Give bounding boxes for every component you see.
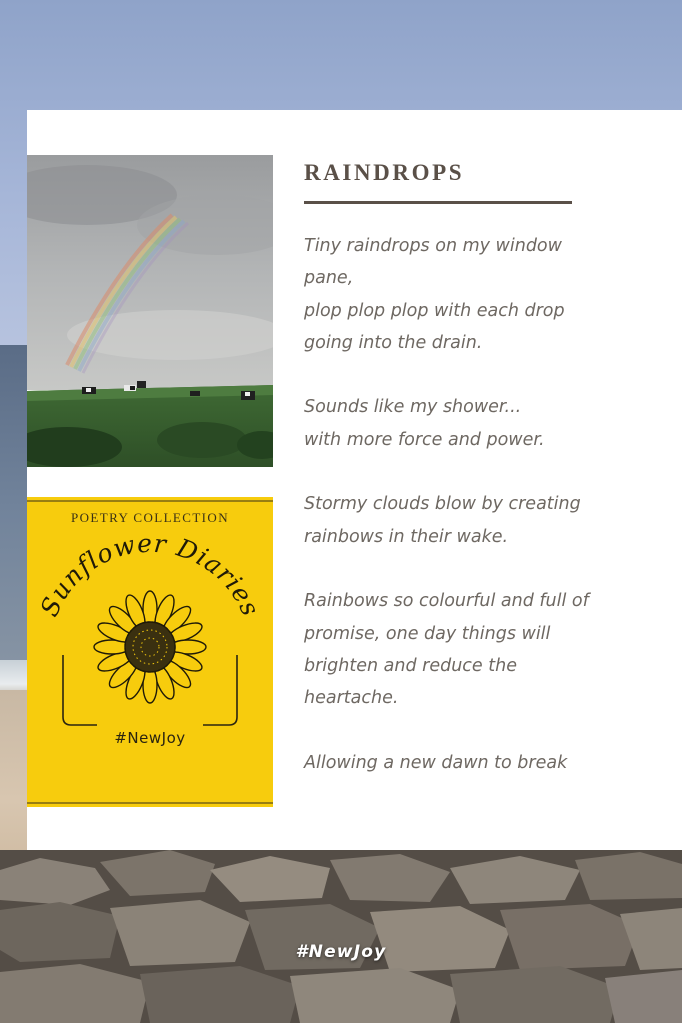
poem-card: [27, 110, 682, 850]
poem-line: Sounds like my shower...: [304, 397, 522, 418]
poem-line: rainbows in their wake.: [304, 526, 509, 547]
cover-label: POETRY COLLECTION: [70, 510, 229, 525]
poem-line: brighten and reduce the: [304, 655, 517, 676]
poem-line: Stormy clouds blow by creating: [304, 494, 581, 515]
rainbow-field-photo: [27, 155, 273, 467]
poem-line: Tiny raindrops on my window: [304, 236, 562, 256]
cover-hashtag: #NewJoy: [114, 729, 186, 747]
poem-line: pane,: [304, 268, 354, 289]
poem-stanza: [304, 585, 654, 714]
poem-line: promise, one day things will: [304, 623, 551, 644]
poem-stanza: [304, 230, 654, 359]
cover-title-arc: Sunflower Diaries: [34, 528, 266, 621]
poem-stanza: [304, 391, 654, 456]
background-rocks: [0, 850, 682, 1023]
poem-stanza: [304, 488, 654, 553]
title-divider: [304, 201, 572, 204]
footer-hashtag: #NewJoy: [295, 942, 387, 962]
poem-line: with more force and power.: [304, 429, 545, 450]
poem-stanza: [304, 747, 654, 779]
sunflower-diaries-book-cover: [27, 497, 273, 807]
poem-body: [304, 230, 654, 779]
poem-line: heartache.: [304, 688, 399, 709]
poem-line: going into the drain.: [304, 332, 483, 353]
poem-line: Rainbows so colourful and full of: [304, 591, 589, 612]
poem-line: Allowing a new dawn to break: [304, 752, 568, 773]
poem-title: RAINDROPS: [304, 160, 465, 185]
sunflower-icon: [94, 591, 206, 703]
poem-line: plop plop plop with each drop: [304, 300, 565, 321]
